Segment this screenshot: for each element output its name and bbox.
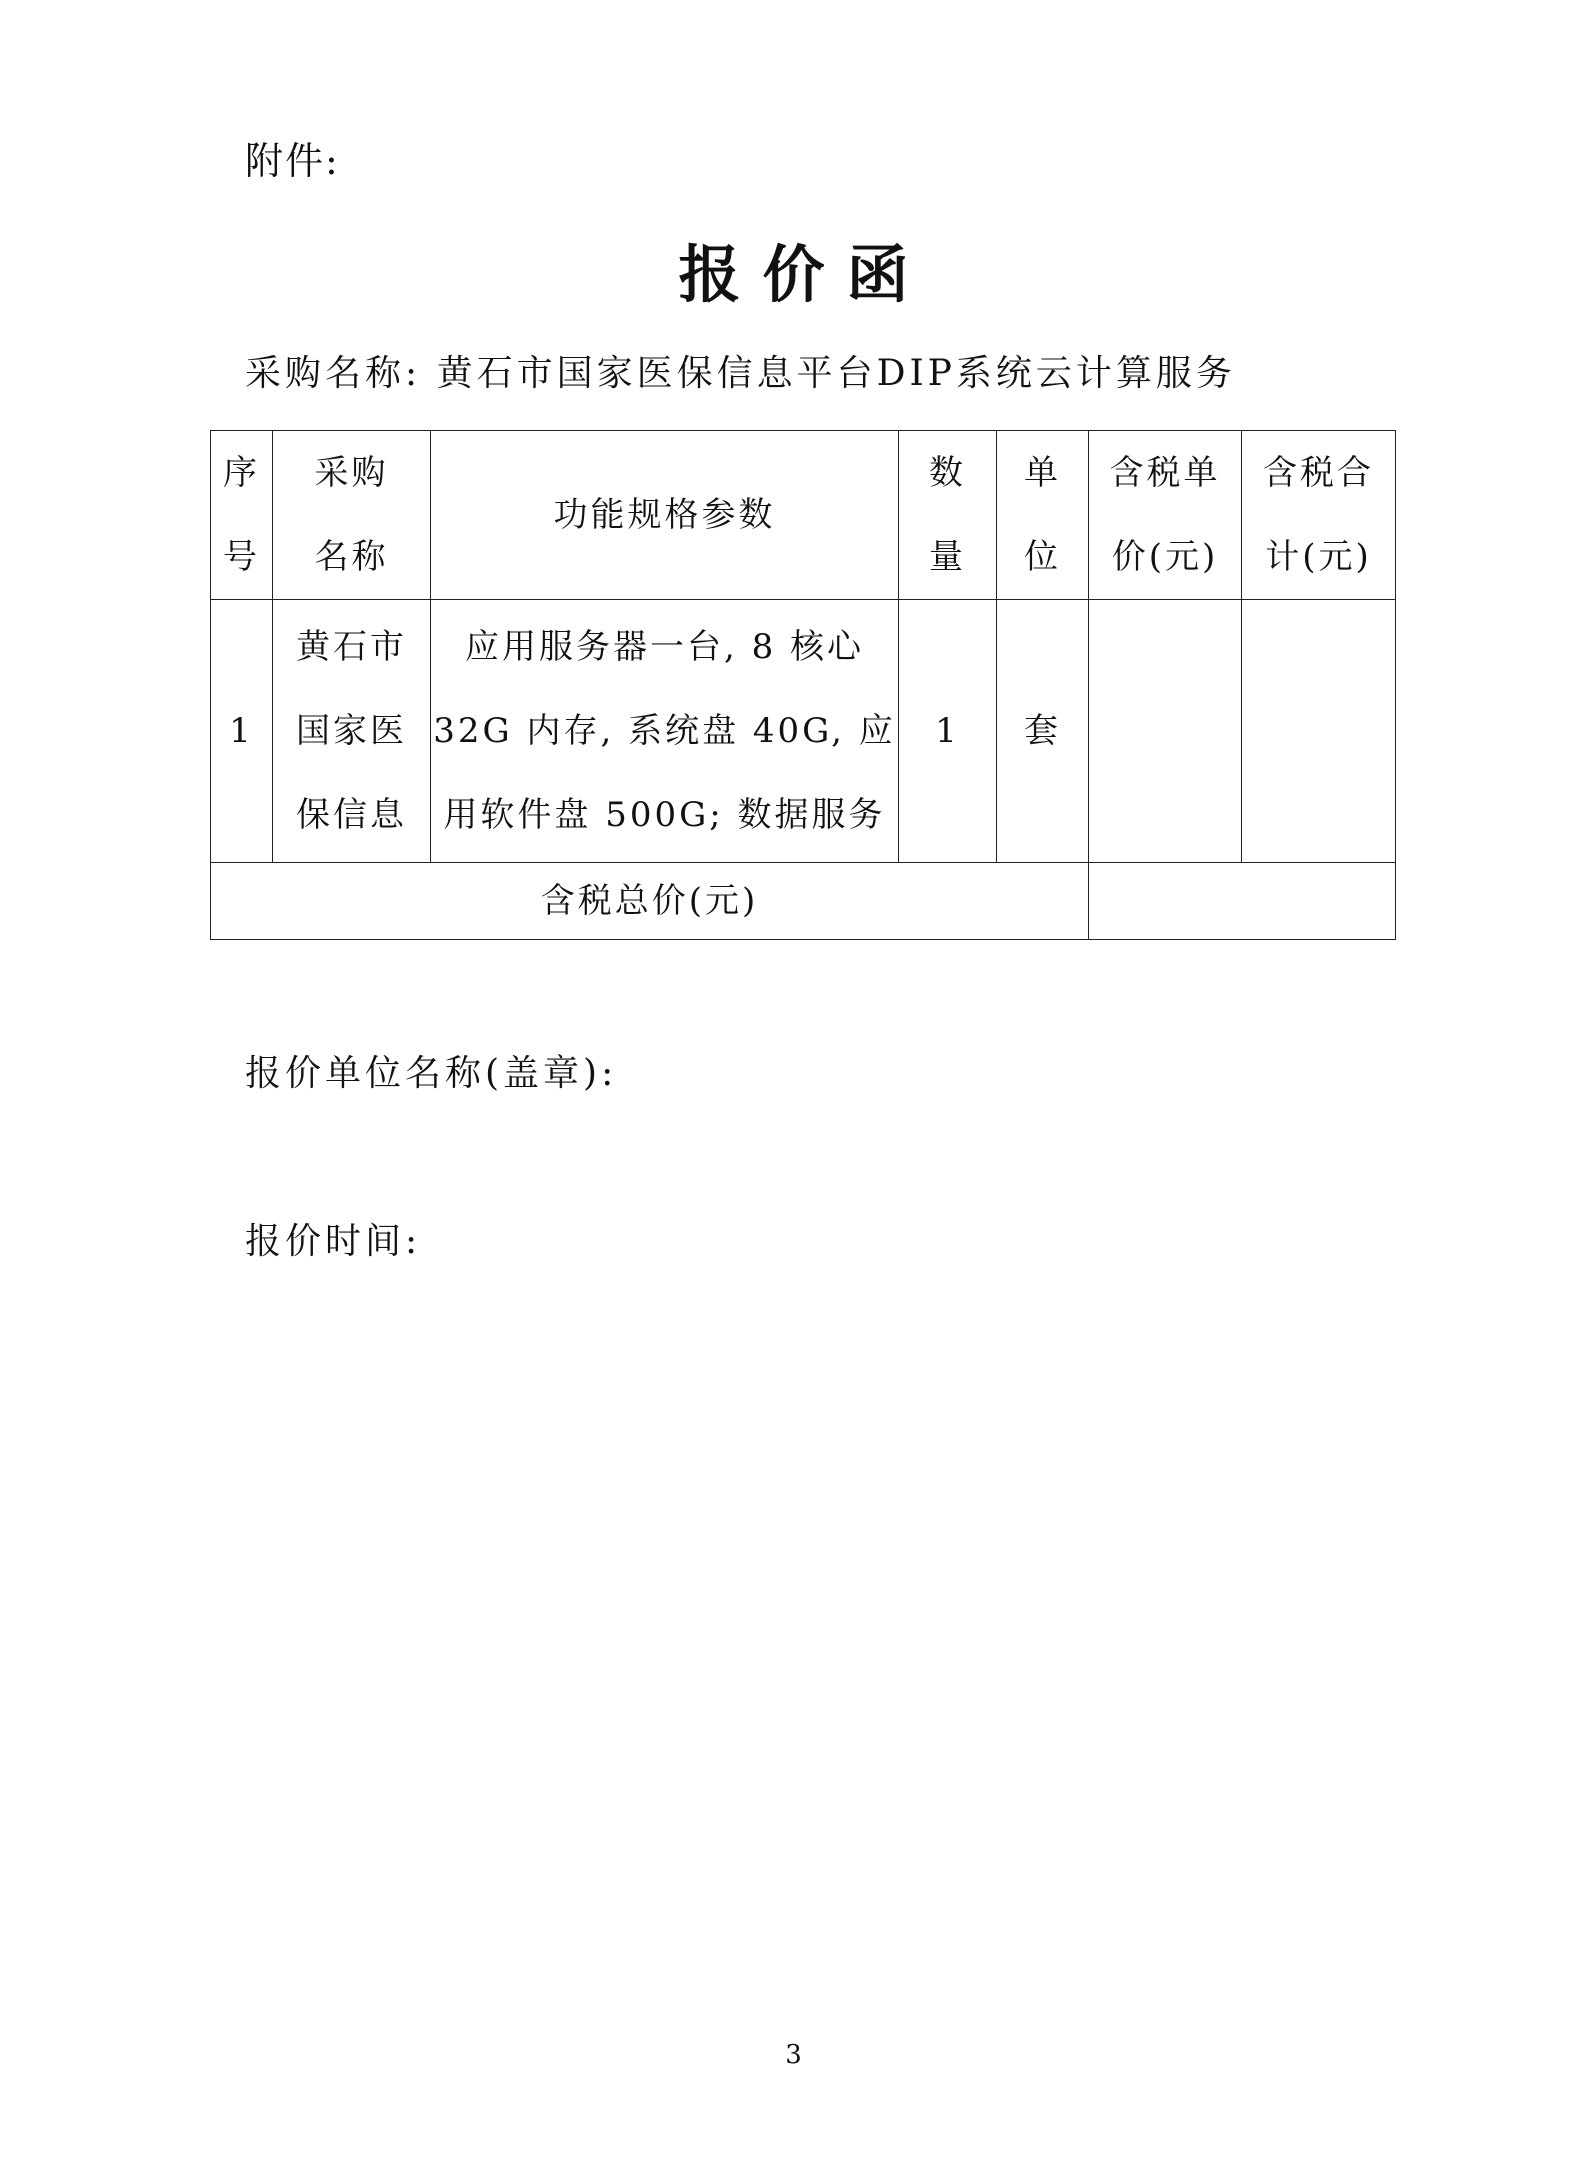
header-spec: 功能规格参数 [431,431,899,600]
header-unit-price: 含税单 价(元) [1089,431,1242,600]
row-seq: 1 [211,600,273,863]
company-name-label: 报价单位名称(盖章): [245,1053,618,1094]
procurement-name: 黄石市国家医保信息平台DIP系统云计算服务 [436,353,1236,394]
total-label: 含税总价(元) [211,863,1089,940]
row-subtotal[interactable] [1242,600,1396,863]
header-name: 采购 名称 [273,431,431,600]
table-header-row [211,431,1396,600]
header-unit: 单 位 [997,431,1089,600]
quote-time-label: 报价时间: [245,1221,422,1262]
row-unit-price[interactable] [1089,600,1242,863]
header-seq: 序 号 [211,431,273,600]
procurement-label: 采购名称: [245,353,422,394]
page-number: 3 [785,2040,802,2070]
row-qty: 1 [899,600,997,863]
quote-table [210,430,1396,940]
table-row [211,600,1396,863]
attachment-label: 附件: [245,139,340,183]
procurement-line [245,345,1236,396]
total-row [211,863,1396,940]
row-name: 黄石市 国家医 保信息 [273,600,431,863]
total-value[interactable] [1089,863,1396,940]
row-spec: 应用服务器一台, 8 核心 32G 内存, 系统盘 40G, 应 用软件盘 500G; 数据服务 [431,600,899,863]
header-subtotal: 含税合 计(元) [1242,431,1396,600]
document-title: 报价函 [678,238,931,311]
row-unit: 套 [997,600,1089,863]
header-qty: 数 量 [899,431,997,600]
